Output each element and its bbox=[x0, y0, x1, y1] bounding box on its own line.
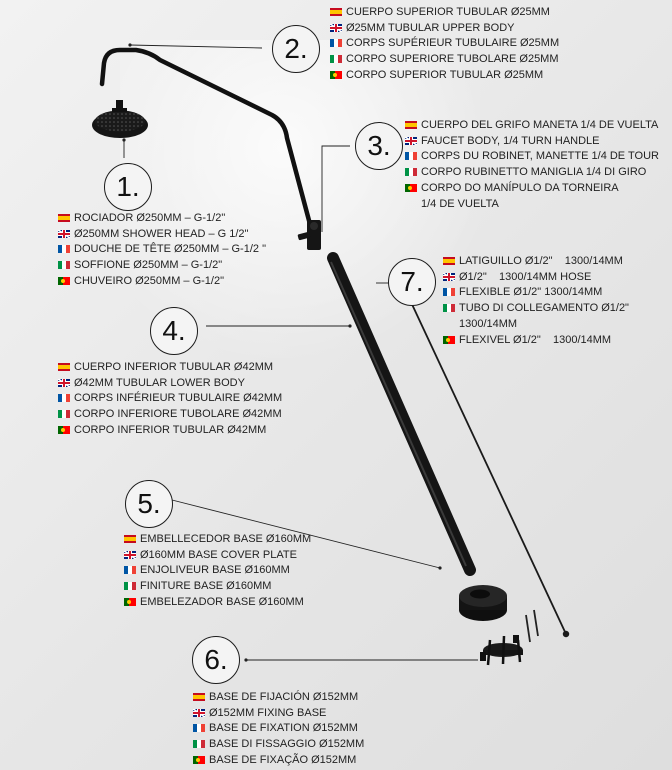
label-text: BASE DI FISSAGGIO Ø152MM bbox=[209, 738, 365, 751]
part-7-labels bbox=[443, 254, 629, 348]
italy-flag-icon bbox=[330, 55, 342, 63]
label-text: DOUCHE DE TÊTE Ø250MM – G-1/2 " bbox=[74, 243, 266, 256]
label-text: Ø160MM BASE COVER PLATE bbox=[140, 548, 297, 561]
label-text: FLEXIVEL Ø1/2" 1300/14MM bbox=[459, 333, 612, 346]
label-text: CORPO RUBINETTO MANIGLIA 1/4 DI GIRO bbox=[421, 166, 647, 179]
part-6-labels bbox=[193, 690, 364, 769]
uk-flag-icon bbox=[58, 230, 70, 238]
france-flag-icon bbox=[330, 39, 342, 47]
portugal-flag-icon bbox=[330, 71, 342, 79]
label-text: Ø250MM SHOWER HEAD – G 1/2" bbox=[74, 227, 249, 240]
label-row-pt bbox=[58, 423, 282, 439]
label-row-fr bbox=[58, 391, 282, 407]
label-text: CUERPO SUPERIOR TUBULAR Ø25MM bbox=[346, 6, 550, 18]
label-text: FINITURE BASE Ø160MM bbox=[140, 580, 272, 593]
label-row-it bbox=[330, 52, 559, 68]
label-text: CORPS INFÉRIEUR TUBULAIRE Ø42MM bbox=[74, 392, 283, 405]
label-text: BASE DE FIXAÇÃO Ø152MM bbox=[209, 753, 357, 766]
label-text: SOFFIONE Ø250MM – G-1/2" bbox=[74, 259, 223, 272]
france-flag-icon bbox=[443, 288, 455, 296]
label-text: Ø1/2" 1300/14MM HOSE bbox=[459, 270, 592, 283]
label-text: ENJOLIVEUR BASE Ø160MM bbox=[140, 564, 290, 577]
portugal-flag-icon bbox=[443, 336, 455, 344]
label-row-it bbox=[405, 165, 659, 181]
label-row-es bbox=[443, 254, 629, 270]
label-row-it bbox=[443, 301, 629, 332]
italy-flag-icon bbox=[58, 410, 70, 418]
italy-flag-icon bbox=[58, 261, 70, 269]
label-row-gb bbox=[124, 548, 311, 564]
label-text: CUERPO INFERIOR TUBULAR Ø42MM bbox=[74, 361, 274, 373]
spain-flag-icon bbox=[58, 214, 70, 222]
part-2-labels bbox=[330, 5, 559, 84]
label-row-fr bbox=[58, 242, 266, 258]
label-row-it bbox=[58, 258, 266, 274]
label-text: Ø152MM FIXING BASE bbox=[209, 706, 327, 719]
italy-flag-icon bbox=[405, 168, 417, 176]
portugal-flag-icon bbox=[193, 756, 205, 764]
italy-flag-icon bbox=[193, 740, 205, 748]
spain-flag-icon bbox=[443, 257, 455, 265]
spain-flag-icon bbox=[58, 363, 70, 371]
label-text: CORPO SUPERIOR TUBULAR Ø25MM bbox=[346, 68, 544, 81]
france-flag-icon bbox=[124, 566, 136, 574]
spain-flag-icon bbox=[405, 121, 417, 129]
label-text: Ø25MM TUBULAR UPPER BODY bbox=[346, 21, 515, 34]
label-row-gb bbox=[58, 227, 266, 243]
label-text: LATIGUILLO Ø1/2" 1300/14MM bbox=[459, 255, 623, 267]
part-number-3: 3. bbox=[355, 122, 403, 170]
label-text: EMBELEZADOR BASE Ø160MM bbox=[140, 595, 304, 608]
base-cover-plate bbox=[459, 585, 507, 621]
portugal-flag-icon bbox=[405, 184, 417, 192]
part-number-5: 5. bbox=[125, 480, 173, 528]
label-text: CORPO INFERIORE TUBOLARE Ø42MM bbox=[74, 408, 282, 421]
france-flag-icon bbox=[58, 394, 70, 402]
label-text: Ø42MM TUBULAR LOWER BODY bbox=[74, 376, 245, 389]
label-row-fr bbox=[330, 36, 559, 52]
uk-flag-icon bbox=[443, 273, 455, 281]
label-row-es bbox=[124, 532, 311, 548]
label-text: FAUCET BODY, 1/4 TURN HANDLE bbox=[421, 134, 600, 147]
spain-flag-icon bbox=[330, 8, 342, 16]
label-row-fr bbox=[193, 721, 364, 737]
spain-flag-icon bbox=[124, 535, 136, 543]
uk-flag-icon bbox=[405, 137, 417, 145]
label-row-pt bbox=[443, 333, 629, 349]
label-row-es bbox=[193, 690, 364, 706]
label-text: CUERPO DEL GRIFO MANETA 1/4 DE VUELTA bbox=[421, 119, 659, 131]
france-flag-icon bbox=[405, 152, 417, 160]
label-text: CORPO DO MANÍPULO DA TORNEIRA 1/4 DE VUELTA bbox=[421, 181, 619, 210]
portugal-flag-icon bbox=[58, 426, 70, 434]
label-row-gb bbox=[443, 270, 629, 286]
france-flag-icon bbox=[193, 724, 205, 732]
part-number-4: 4. bbox=[150, 307, 198, 355]
part-1-labels bbox=[58, 211, 266, 290]
label-text: FLEXIBLE Ø1/2" 1300/14MM bbox=[459, 286, 603, 299]
italy-flag-icon bbox=[443, 304, 455, 312]
label-row-pt bbox=[193, 753, 364, 769]
label-text: TUBO DI COLLEGAMENTO Ø1/2" 1300/14MM bbox=[459, 302, 629, 330]
label-row-gb bbox=[405, 134, 659, 150]
label-row-fr bbox=[405, 149, 659, 165]
label-row-pt bbox=[124, 595, 311, 611]
label-row-it bbox=[58, 407, 282, 423]
label-row-fr bbox=[443, 285, 629, 301]
label-text: CORPO SUPERIORE TUBOLARE Ø25MM bbox=[346, 53, 559, 66]
label-row-es bbox=[58, 360, 282, 376]
label-text: CORPS SUPÉRIEUR TUBULAIRE Ø25MM bbox=[346, 37, 560, 50]
part-4-labels bbox=[58, 360, 282, 439]
label-row-pt bbox=[330, 68, 559, 84]
label-row-fr bbox=[124, 563, 311, 579]
label-row-pt bbox=[405, 181, 659, 212]
part-number-6: 6. bbox=[192, 636, 240, 684]
uk-flag-icon bbox=[330, 24, 342, 32]
label-row-it bbox=[193, 737, 364, 753]
part-number-1: 1. bbox=[104, 163, 152, 211]
uk-flag-icon bbox=[124, 551, 136, 559]
label-text: CORPS DU ROBINET, MANETTE 1/4 DE TOUR bbox=[421, 150, 659, 163]
italy-flag-icon bbox=[124, 582, 136, 590]
label-text: ROCIADOR Ø250MM – G-1/2" bbox=[74, 212, 226, 224]
label-row-gb bbox=[193, 706, 364, 722]
portugal-flag-icon bbox=[124, 598, 136, 606]
part-number-2: 2. bbox=[272, 25, 320, 73]
part-3-labels bbox=[405, 118, 659, 212]
label-row-pt bbox=[58, 274, 266, 290]
part-number-7: 7. bbox=[388, 258, 436, 306]
label-row-gb bbox=[330, 21, 559, 37]
label-text: CORPO INFERIOR TUBULAR Ø42MM bbox=[74, 423, 267, 436]
uk-flag-icon bbox=[58, 379, 70, 387]
france-flag-icon bbox=[58, 245, 70, 253]
uk-flag-icon bbox=[193, 709, 205, 717]
part-5-labels bbox=[124, 532, 311, 611]
portugal-flag-icon bbox=[58, 277, 70, 285]
label-text: BASE DE FIXATION Ø152MM bbox=[209, 722, 358, 735]
label-text: CHUVEIRO Ø250MM – G-1/2" bbox=[74, 274, 224, 287]
label-row-it bbox=[124, 579, 311, 595]
spain-flag-icon bbox=[193, 693, 205, 701]
label-text: BASE DE FIJACIÓN Ø152MM bbox=[209, 691, 359, 703]
label-row-es bbox=[58, 211, 266, 227]
label-text: EMBELLECEDOR BASE Ø160MM bbox=[140, 533, 312, 545]
label-row-es bbox=[405, 118, 659, 134]
label-row-es bbox=[330, 5, 559, 21]
label-row-gb bbox=[58, 376, 282, 392]
